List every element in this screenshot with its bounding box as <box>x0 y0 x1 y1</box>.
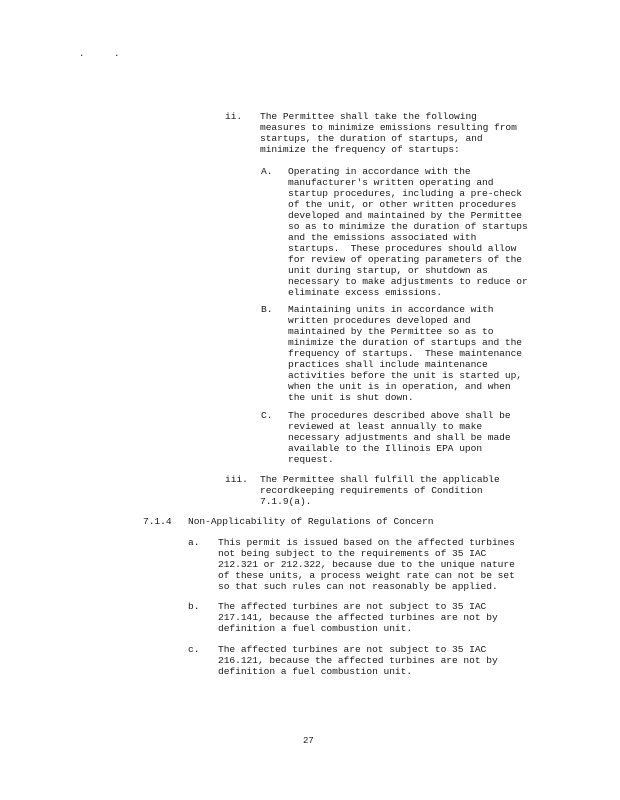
item-C-marker: C. <box>261 410 273 421</box>
text-line: 217.141, because the affected turbines are not by <box>218 612 498 623</box>
text-line: reviewed at least annually to make <box>288 421 483 432</box>
text-line: recordkeeping requirements of Condition <box>260 485 483 496</box>
header-mark: . <box>114 49 120 59</box>
text-line: 216.121, because the affected turbines are not by <box>218 655 498 666</box>
text-line: and the emissions associated with <box>288 232 477 243</box>
item-A-marker: A. <box>261 166 273 177</box>
item-B-marker: B. <box>261 304 273 315</box>
header-mark: . <box>79 49 85 59</box>
section-number: 7.1.4 <box>143 516 172 527</box>
text-line: request. <box>288 454 334 465</box>
text-line: manufacturer's written operating and <box>288 177 494 188</box>
text-line: of these units, a process weight rate can not be set <box>218 570 515 581</box>
text-line: maintained by the Permittee so as to <box>288 326 494 337</box>
text-line: practices shall include maintenance <box>288 359 488 370</box>
text-line: not being subject to the requirements of 35 IAC <box>218 548 487 559</box>
text-line: Operating in accordance with the <box>288 166 471 177</box>
item-b-marker: b. <box>188 601 200 612</box>
text-line: minimize the frequency of startups: <box>260 144 460 155</box>
text-line: startups, the duration of startups, and <box>260 133 483 144</box>
text-line: developed and maintained by the Permittee <box>288 210 522 221</box>
text-line: eliminate excess emissions. <box>288 287 443 298</box>
text-line: the unit is shut down. <box>288 392 414 403</box>
text-line: 7.1.9(a). <box>260 496 312 507</box>
text-line: when the unit is in operation, and when <box>288 381 511 392</box>
text-line: frequency of startups. These maintenance <box>288 348 522 359</box>
text-line: written procedures developed and <box>288 315 471 326</box>
item-c-marker: c. <box>188 644 200 655</box>
text-line: definition a fuel combustion unit. <box>218 666 413 677</box>
section-title: Non-Applicability of Regulations of Concern <box>188 516 434 527</box>
text-line: The affected turbines are not subject to 35 IAC <box>218 644 487 655</box>
text-line: measures to minimize emissions resulting from <box>260 122 517 133</box>
text-line: necessary adjustments and shall be made <box>288 432 511 443</box>
text-line: so that such rules can not reasonably be applied. <box>218 581 498 592</box>
page-number: 27 <box>303 736 314 746</box>
text-line: for review of operating parameters of the <box>288 254 522 265</box>
text-line: The procedures described above shall be <box>288 410 511 421</box>
text-line: so as to minimize the duration of startups <box>288 221 528 232</box>
text-line: The Permittee shall fulfill the applicable <box>260 474 500 485</box>
text-line: of the unit, or other written procedures <box>288 199 517 210</box>
text-line: startups. These procedures should allow <box>288 243 517 254</box>
text-line: available to the Illinois EPA upon <box>288 443 483 454</box>
text-line: 212.321 or 212.322, because due to the unique nature <box>218 559 515 570</box>
item-ii-marker: ii. <box>225 111 243 122</box>
text-line: necessary to make adjustments to reduce or <box>288 276 528 287</box>
text-line: unit during startup, or shutdown as <box>288 265 488 276</box>
text-line: startup procedures, including a pre-check <box>288 188 522 199</box>
item-a-marker: a. <box>188 537 200 548</box>
text-line: This permit is issued based on the affected turbines <box>218 537 515 548</box>
text-line: minimize the duration of startups and the <box>288 337 522 348</box>
text-line: Maintaining units in accordance with <box>288 304 494 315</box>
item-iii-marker: iii. <box>225 474 248 485</box>
text-line: The affected turbines are not subject to 35 IAC <box>218 601 487 612</box>
text-line: The Permittee shall take the following <box>260 111 477 122</box>
text-line: definition a fuel combustion unit. <box>218 623 413 634</box>
text-line: activities before the unit is started up, <box>288 370 522 381</box>
